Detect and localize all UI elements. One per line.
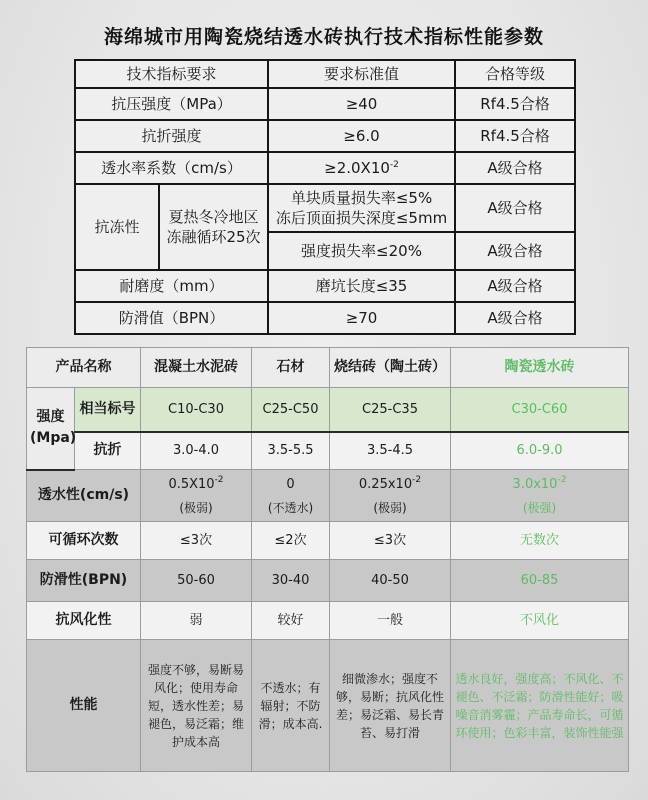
cell-value: ≤3次	[330, 522, 451, 560]
cell-label: 性能	[27, 640, 141, 772]
spec-table	[74, 59, 576, 335]
cell-value: ≤3次	[141, 522, 252, 560]
spec-header-row	[75, 60, 575, 88]
cell-performance-ceramic: 透水良好，强度高；不风化、不褪色、不泛霜；防滑性能好；吸噪音消雾霾；产品寿命长，可循环使用；色彩丰富，装饰性能强	[451, 640, 629, 772]
superscript: -2	[214, 474, 224, 485]
spec-header-grade: 合格等级	[455, 60, 575, 88]
cell-label: 防滑值（BPN）	[75, 302, 268, 334]
cell-performance-stone: 不透水；有辐射；不防滑；成本高.	[252, 640, 330, 772]
row-flexural	[27, 432, 629, 470]
page-title: 海绵城市用陶瓷烧结透水砖执行技术指标性能参数	[103, 26, 544, 48]
superscript: -2	[389, 159, 399, 170]
cell-value: C25-C35	[330, 388, 451, 432]
cell-value: 磨坑长度≤35	[268, 270, 455, 302]
cell-value: C10-C30	[141, 388, 252, 432]
cell-label: 透水性(cm/s)	[27, 470, 141, 522]
cell-value: 单块质量损失率≤5% 冻后顶面损失深度≤5mm	[268, 184, 455, 232]
cell-grade: Rf4.5合格	[455, 88, 575, 120]
superscript: -2	[412, 474, 422, 485]
spec-row-permeability	[75, 152, 575, 184]
cell-value: 较好	[252, 602, 330, 640]
cell-label: 抗压强度（MPa）	[75, 88, 268, 120]
comparison-table	[26, 347, 629, 772]
cell-value: ≥40	[268, 88, 455, 120]
cell-value: $0.25x10^{-2}$ (极弱)	[330, 470, 451, 522]
cell-value: ≥6.0	[268, 120, 455, 152]
cell-value: 一般	[330, 602, 451, 640]
cell-label: 可循环次数	[27, 522, 141, 560]
cell-value: 6.0-9.0	[451, 432, 629, 470]
cell-value: 不风化	[451, 602, 629, 640]
row-permeability	[27, 470, 629, 522]
compare-header-row	[27, 348, 629, 388]
cell-grade: A级合格	[455, 302, 575, 334]
cell-value: ≥70	[268, 302, 455, 334]
cell-frost-label: 抗冻性	[75, 184, 159, 270]
header-sintered-brick: 烧结砖（陶土砖）	[330, 348, 451, 388]
cell-grade: A级合格	[455, 152, 575, 184]
superscript: -2	[557, 474, 567, 485]
cell-value: 40-50	[330, 560, 451, 602]
cell-grade: Rf4.5合格	[455, 120, 575, 152]
cell-label: 透水率系数（cm/s）	[75, 152, 268, 184]
cell-grade: A级合格	[455, 232, 575, 270]
spec-header-standard: 要求标准值	[268, 60, 455, 88]
cell-frost-condition: 夏热冬冷地区 冻融循环25次	[159, 184, 268, 270]
cell-strength-label: 强度 (Mpa)	[27, 388, 75, 470]
spec-row-abrasion	[75, 270, 575, 302]
cell-sublabel: 相当标号	[75, 388, 141, 432]
row-antislip	[27, 560, 629, 602]
cell-label: 抗风化性	[27, 602, 141, 640]
cell-value: 3.5-5.5	[252, 432, 330, 470]
row-strength-grade	[27, 388, 629, 432]
cell-sublabel: 抗折	[75, 432, 141, 470]
cell-value: $3.0x10^{-2}$ (极强)	[451, 470, 629, 522]
row-performance	[27, 640, 629, 772]
cell-performance-sintered: 细微渗水；强度不够，易断；抗风化性差；易泛霜、易长青苔、易打滑	[330, 640, 451, 772]
spec-row-compressive	[75, 88, 575, 120]
cell-value: $0.5X10^{-2}$ (极弱)	[141, 470, 252, 522]
cell-value: 60-85	[451, 560, 629, 602]
cell-performance-concrete: 强度不够，易断易风化；使用寿命短，透水性差；易褪色，易泛霜；维护成本高	[141, 640, 252, 772]
cell-value: C25-C50	[252, 388, 330, 432]
cell-value: 3.5-4.5	[330, 432, 451, 470]
cell-label: 防滑性(BPN)	[27, 560, 141, 602]
cell-value: C30-C60	[451, 388, 629, 432]
cell-label: 耐磨度（mm）	[75, 270, 268, 302]
spec-row-flexural	[75, 120, 575, 152]
cell-value: $\ge 2.0X10^{-2}$	[268, 152, 455, 184]
cell-value: ≤2次	[252, 522, 330, 560]
cell-value: 弱	[141, 602, 252, 640]
cell-value: 强度损失率≤20%	[268, 232, 455, 270]
header-stone: 石材	[252, 348, 330, 388]
cell-value: 3.0-4.0	[141, 432, 252, 470]
cell-grade: A级合格	[455, 270, 575, 302]
header-ceramic-brick: 陶瓷透水砖	[451, 348, 629, 388]
cell-value: 0 (不透水)	[252, 470, 330, 522]
header-concrete-brick: 混凝土水泥砖	[141, 348, 252, 388]
row-weathering	[27, 602, 629, 640]
header-product-name: 产品名称	[27, 348, 141, 388]
spec-row-antislip	[75, 302, 575, 334]
spec-header-indicator: 技术指标要求	[75, 60, 268, 88]
spec-row-frost-1	[75, 184, 575, 232]
cell-value: 50-60	[141, 560, 252, 602]
cell-value: 无数次	[451, 522, 629, 560]
cell-value: 30-40	[252, 560, 330, 602]
row-recycle	[27, 522, 629, 560]
cell-grade: A级合格	[455, 184, 575, 232]
cell-label: 抗折强度	[75, 120, 268, 152]
